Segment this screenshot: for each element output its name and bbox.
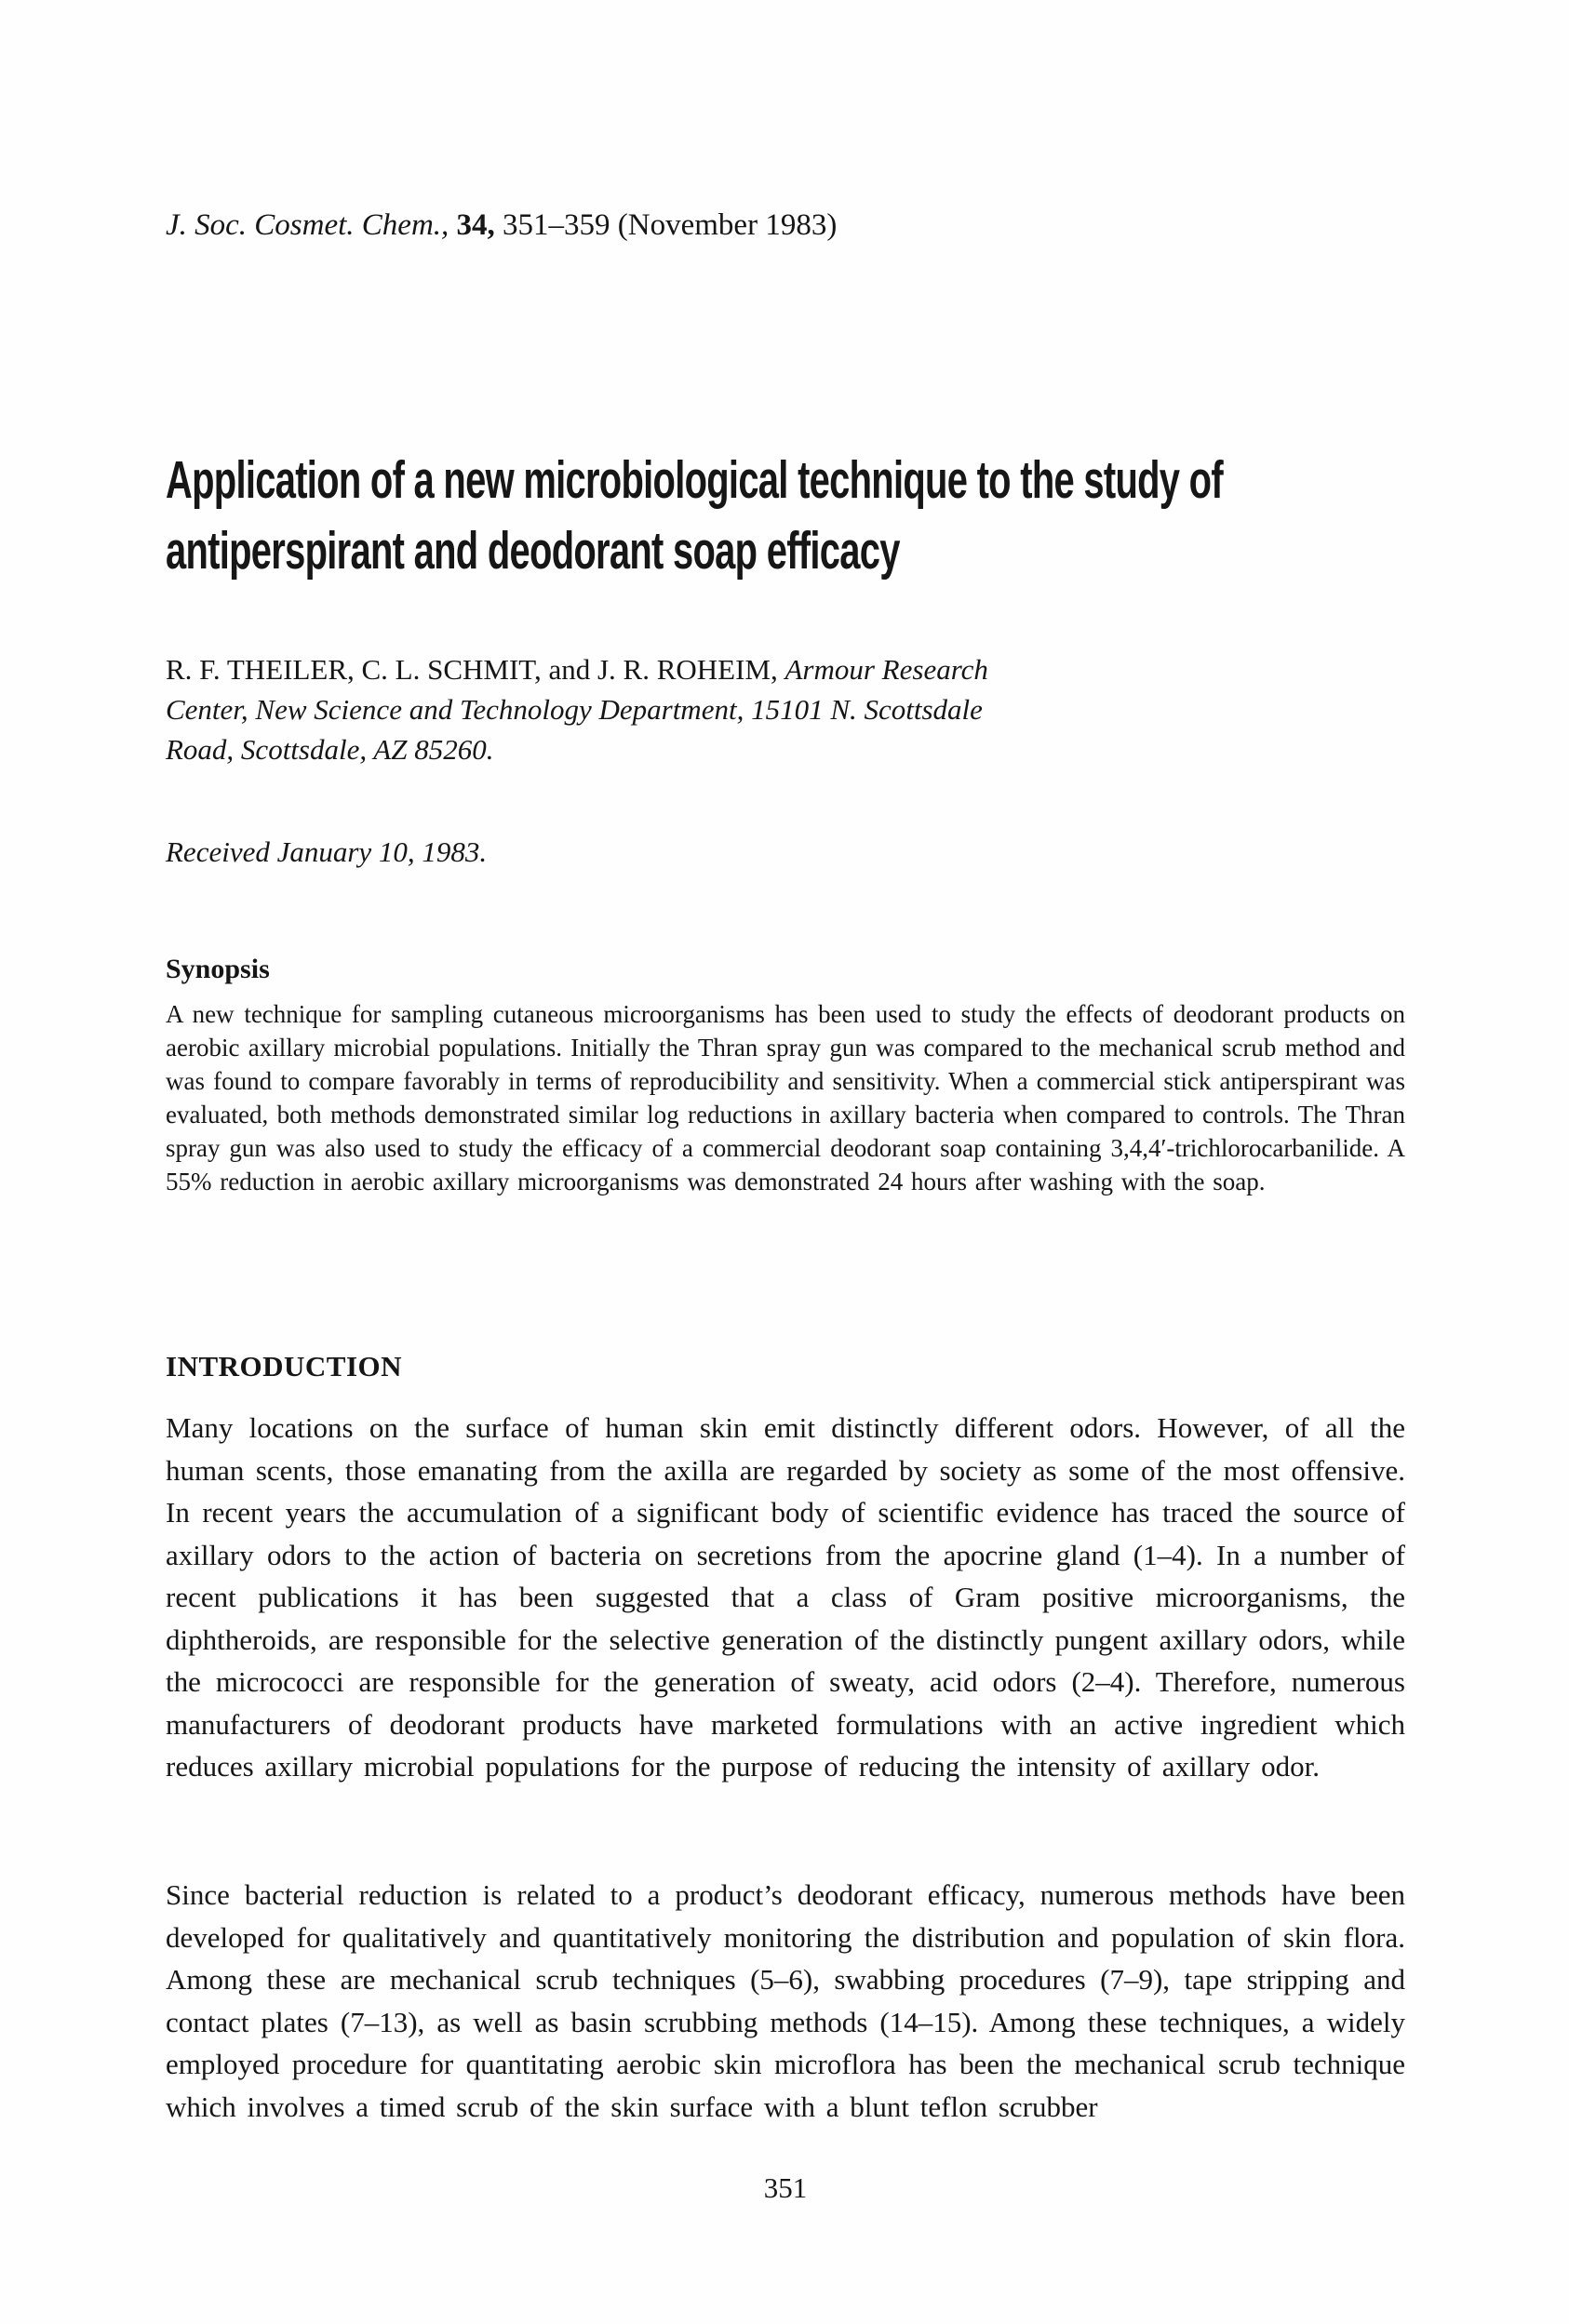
received-date: Received January 10, 1983. (166, 835, 488, 868)
author-affiliation: Armour Research Center, New Science and Technology Department, 15101 N. Scottsdale Road, Scottsdale, AZ 85260. (166, 653, 988, 766)
introduction-paragraph-2: Since bacterial reduction is related to a product’s deodorant efficacy, numerous methods have been developed for qualitatively and quantitatively monitoring the distribution and population of skin flora. Among these are mechanical scrub techniques (5–6), swabbing procedures (7–9), tape stripping and contact plates (7–13), as well as basin scrubbing methods (14–15). Among these techniques, a widely employed procedure for quantitating aerobic skin microflora has been the mechanical scrub technique which involves a timed scrub of the skin surface with a blunt teflon scrubber (166, 1878, 1405, 2123)
journal-pages-date: 351–359 (November 1983) (503, 208, 838, 242)
author-byline (166, 649, 1040, 769)
page-number: 351 (763, 2171, 808, 2204)
journal-citation (166, 207, 1405, 244)
paper-title-row-2 (166, 515, 1562, 586)
introduction-paragraph-1: Many locations on the surface of human skin emit distinctly different odors. However, of all the human scents, those emanating from the axilla are regarded by society as some of the most offensive. In recent years the accumulation of a significant body of scientific evidence has traced the source of axillary odors to the action of bacteria on secretions from the apocrine gland (1–4). In a number of recent publications it has been suggested that a class of Gram positive microorganisms, the diphtheroids, are responsible for the selective generation of the distinctly pungent axillary odors, while the micrococci are responsible for the generation of sweaty, acid odors (2–4). Therefore, numerous manufacturers of deodorant products have marketed formulations with an active ingredient which reduces axillary microbial populations for the purpose of reducing the intensity of axillary odor. (166, 1411, 1405, 1783)
paper-title-line-1: Application of a new microbiological technique to the study of (166, 450, 1223, 510)
paper-title-line-2: antiperspirant and deodorant soap efficacy (166, 521, 900, 581)
synopsis-heading: Synopsis (166, 954, 270, 984)
paper-title (166, 445, 1562, 586)
journal-name: J. Soc. Cosmet. Chem., (166, 208, 449, 242)
journal-volume: 34, (456, 208, 495, 242)
author-names: R. F. THEILER, C. L. SCHMIT, and J. R. ROHEIM, (166, 653, 785, 686)
paper-title-row-1 (166, 445, 1562, 515)
introduction-heading: INTRODUCTION (166, 1350, 403, 1382)
synopsis-paragraph: A new technique for sampling cutaneous microorganisms has been used to study the effects of deodorant products on aerobic axillary microbial populations. Initially the Thran spray gun was compared to the mechanical scrub method and was found to compare favorably in terms of reproducibility and sensitivity. When a commercial stick antiperspirant was evaluated, both methods demonstrated similar log reductions in axillary bacteria when compared to controls. The Thran spray gun was also used to study the efficacy of a commercial deodorant soap containing 3,4,4′-trichlorocarbanilide. A 55% reduction in aerobic axillary microorganisms was demonstrated 24 hours after washing with the soap. (166, 1000, 1405, 1195)
